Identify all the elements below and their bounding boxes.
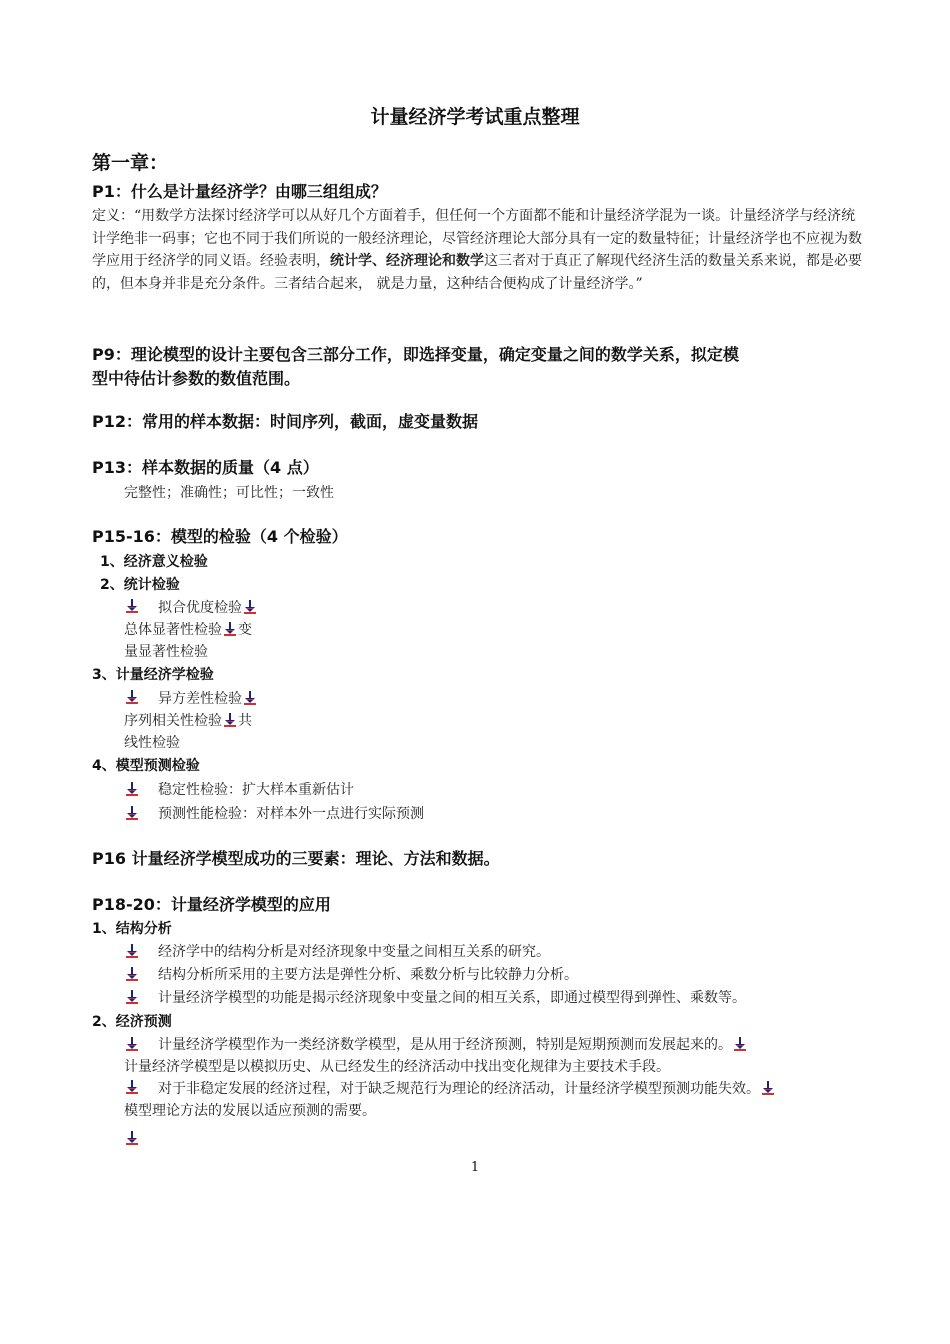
chapter-heading: 第一章： (92, 152, 169, 174)
p18-s2-line3 (158, 1078, 776, 1098)
p15-s3-line2 (124, 710, 252, 730)
p18-section-2: 2、经济预测 (92, 1014, 172, 1030)
p15-section-3: 3、计量经济学检验 (92, 667, 214, 683)
p15-s2-item: 变 (238, 622, 252, 638)
arrow-bullet-icon (760, 1080, 776, 1096)
document-title: 计量经济学考试重点整理 (370, 106, 580, 128)
arrow-bullet-icon (222, 712, 238, 728)
arrow-bullet-icon (124, 598, 140, 614)
p13-heading: P13：样本数据的质量（4 点） (92, 458, 319, 477)
p15-s4-bullet2: 预测性能检验：对样本外一点进行实际预测 (158, 806, 424, 822)
p16-heading: P16 计量经济学模型成功的三要素：理论、方法和数据。 (92, 849, 500, 868)
arrow-bullet-icon (124, 1036, 140, 1052)
p18-s2-item: 对于非稳定发展的经济过程，对于缺乏规范行为理论的经济活动，计量经济学模型预测功能失效。 (158, 1081, 760, 1097)
p15-s3-item: 共 (238, 713, 252, 729)
p9-heading-line2: 型中待估计参数的数值范围。 (92, 369, 301, 388)
p18-heading: P18-20：计量经济学模型的应用 (92, 895, 331, 914)
arrow-bullet-icon (124, 689, 140, 705)
p15-s3-item: 异方差性检验 (158, 691, 242, 707)
p15-section-4: 4、模型预测检验 (92, 758, 200, 774)
p18-s1-bullet3: 计量经济学模型的功能是揭示经济现象中变量之间的相互关系，即通过模型得到弹性、乘数等。 (158, 990, 746, 1006)
arrow-bullet-icon (124, 1130, 140, 1146)
p15-s2-line3: 量显著性检验 (124, 644, 208, 660)
p15-section-2: 2、统计检验 (100, 577, 180, 593)
p18-s1-bullet1: 经济学中的结构分析是对经济现象中变量之间相互关系的研究。 (158, 944, 550, 960)
p1-text-bold: 统计学、经济理论和数学 (330, 253, 484, 269)
p15-s2-line2 (124, 619, 252, 639)
p1-heading: P1：什么是计量经济学？由哪三组组成？ (92, 182, 387, 201)
p18-s2-item: 计量经济学模型作为一类经济数学模型，是从用于经济预测，特别是短期预测而发展起来的。 (158, 1037, 732, 1053)
p15-s3-line1 (158, 688, 258, 708)
p18-s1-bullet2: 结构分析所采用的主要方法是弹性分析、乘数分析与比较静力分析。 (158, 967, 578, 983)
arrow-bullet-icon (124, 1079, 140, 1095)
page-number: 1 (470, 1160, 480, 1175)
arrow-bullet-icon (124, 989, 140, 1005)
arrow-bullet-icon (124, 805, 140, 821)
arrow-bullet-icon (124, 781, 140, 797)
p15-s3-line3: 线性检验 (124, 735, 180, 751)
arrow-bullet-icon (222, 621, 238, 637)
p1-text-post: 这三者对于真正了解现代经济生活的数量关系来说，都是必要的，但本身并非是充分条件。三者结合起来， 就是力量，这种结合便构成了计量经济学。” (92, 253, 862, 292)
p15-heading: P15-16：模型的检验（4 个检验） (92, 527, 348, 546)
p15-s3-item: 序列相关性检验 (124, 713, 222, 729)
p15-section-1: 1、经济意义检验 (100, 554, 208, 570)
p18-s2-line4: 模型理论方法的发展以适应预测的需要。 (124, 1103, 376, 1119)
p18-s2-line2: 计量经济学模型是以模拟历史、从已经发生的经济活动中找出变化规律为主要技术手段。 (124, 1059, 670, 1075)
arrow-bullet-icon (124, 943, 140, 959)
p15-s2-line1 (158, 597, 258, 617)
arrow-bullet-icon (124, 966, 140, 982)
p9-heading-line1: P9：理论模型的设计主要包含三部分工作，即选择变量，确定变量之间的数学关系，拟定模 (92, 345, 739, 364)
p15-s4-bullet1: 稳定性检验：扩大样本重新估计 (158, 782, 354, 798)
p15-s2-item: 拟合优度检验 (158, 600, 242, 616)
p18-section-1: 1、结构分析 (92, 921, 172, 937)
arrow-bullet-icon (242, 599, 258, 615)
arrow-bullet-icon (732, 1036, 748, 1052)
p15-s2-item: 总体显著性检验 (124, 622, 222, 638)
p1-text-pre: 定义：“用数学方法探讨经济学可以从好几个方面着手，但任何一个方面都不能和计量经济学混为一谈。计量经济学与经济统计学绝非一码事；它也不同于我们所说的一般经济理论，尽管经济理论大部分具有一定的数量特征；计量经济学也不应视为数学应用于经济学的同义语。经验表明， (92, 208, 862, 269)
p13-body: 完整性；准确性；可比性；一致性 (124, 485, 334, 501)
arrow-bullet-icon (242, 690, 258, 706)
p12-heading: P12：常用的样本数据：时间序列，截面，虚变量数据 (92, 412, 478, 431)
p1-definition (92, 205, 867, 295)
p18-s2-line1 (158, 1034, 748, 1054)
